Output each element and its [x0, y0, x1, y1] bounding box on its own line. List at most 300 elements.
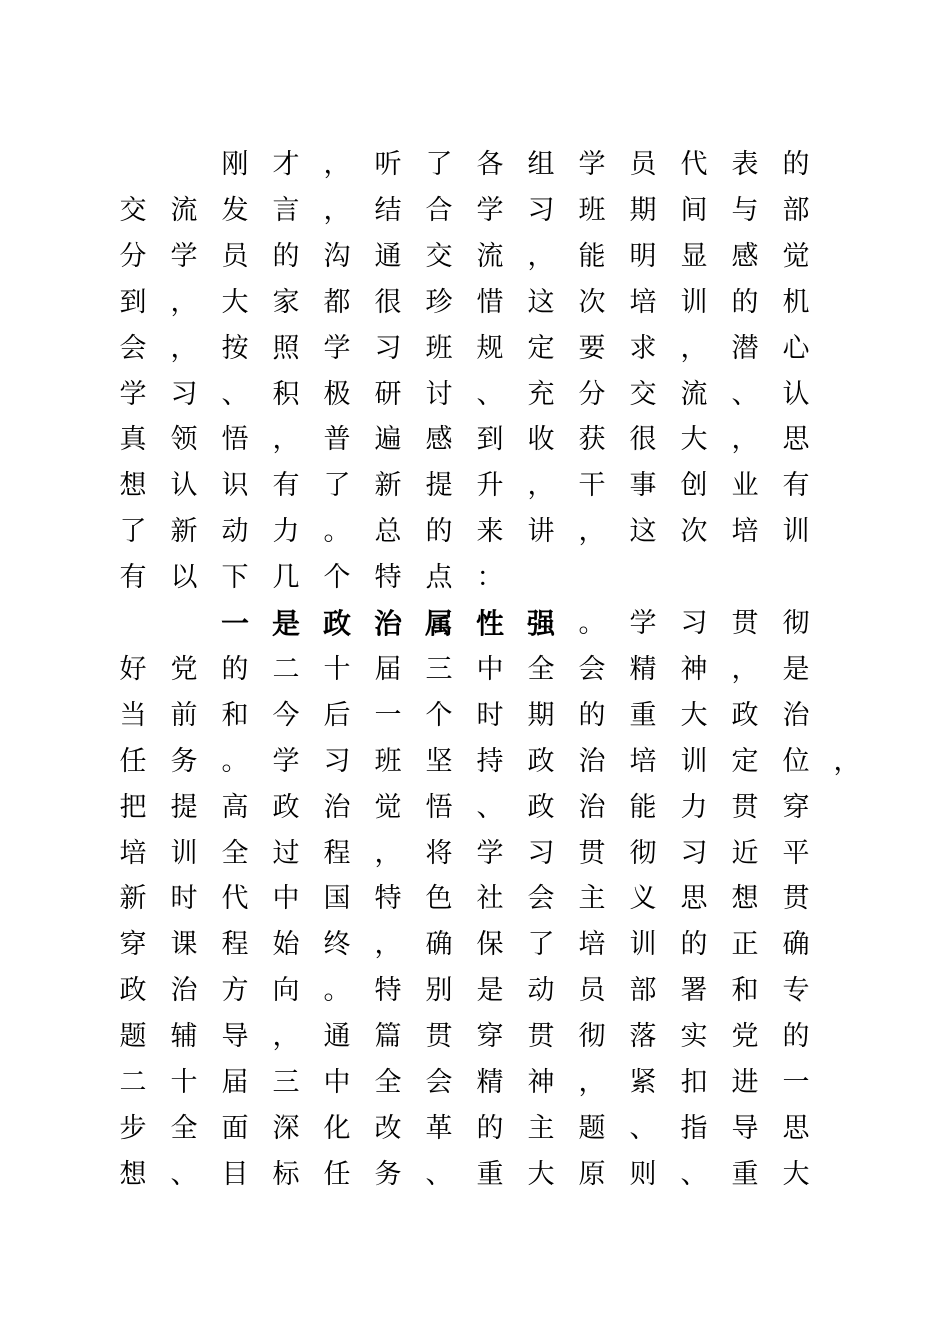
- text-char: 能: [629, 791, 657, 823]
- text-char: 和: [221, 699, 249, 731]
- text-char: 提: [170, 791, 198, 823]
- text-char: 员: [221, 240, 249, 272]
- text-char: 大: [680, 424, 708, 456]
- text-char: 讨: [425, 378, 453, 410]
- text-char: 二: [272, 653, 300, 685]
- text-line: [0, 555, 950, 601]
- text-char: 想: [731, 883, 759, 915]
- text-char: 主: [527, 1112, 555, 1144]
- text-char: 任: [119, 745, 147, 777]
- text-char: 党: [731, 1021, 759, 1053]
- text-char: 二: [119, 1067, 147, 1098]
- text-char: 力: [680, 791, 708, 823]
- text-char: 分: [578, 378, 606, 410]
- text-char: 务: [170, 745, 198, 777]
- text-char: 的: [578, 699, 606, 731]
- text-char: 潜: [731, 332, 759, 364]
- text-char: ，: [731, 653, 759, 685]
- text-char: 贯: [782, 883, 810, 915]
- text-line: [0, 876, 950, 922]
- text-line: [0, 693, 950, 739]
- text-char: 当: [119, 699, 147, 731]
- text-char: 标: [272, 1158, 300, 1190]
- text-char: 交: [425, 240, 453, 272]
- text-char: 动: [221, 516, 249, 548]
- text-char: 学: [323, 332, 351, 364]
- text-char: 辅: [170, 1021, 198, 1053]
- text-char: 规: [476, 332, 504, 364]
- text-char: 想: [119, 470, 147, 502]
- text-char: 、: [476, 378, 504, 410]
- text-char: 一: [220, 607, 249, 640]
- text-char: 表: [731, 149, 759, 180]
- text-char: 培: [119, 837, 147, 869]
- text-char: 充: [527, 378, 555, 410]
- text-char: 中: [476, 653, 504, 685]
- text-char: 会: [578, 653, 606, 685]
- text-char: 积: [272, 378, 300, 410]
- text-char: 间: [680, 194, 708, 226]
- text-char: 能: [578, 240, 606, 272]
- text-char: 交: [629, 378, 657, 410]
- text-char: 照: [272, 332, 300, 364]
- text-char: 习: [680, 837, 708, 869]
- text-char: 了: [425, 149, 453, 180]
- text-char: 治: [578, 791, 606, 823]
- text-char: 色: [425, 883, 453, 915]
- text-char: 觉: [374, 791, 402, 823]
- text-char: 导: [731, 1112, 759, 1144]
- text-char: 任: [323, 1158, 351, 1190]
- text-char: 位: [782, 745, 810, 777]
- text-char: 交: [119, 194, 147, 226]
- text-char: 认: [782, 378, 810, 410]
- text-line: [0, 326, 950, 372]
- text-char: 显: [680, 240, 708, 272]
- text-char: 部: [782, 194, 810, 226]
- text-line: [0, 372, 950, 418]
- text-char: 学: [170, 240, 198, 272]
- text-char: 惜: [476, 286, 504, 318]
- text-char: 部: [629, 975, 657, 1007]
- text-char: 创: [680, 470, 708, 502]
- text-char: 觉: [782, 240, 810, 272]
- text-char: 贯: [578, 837, 606, 869]
- text-char: 彻: [629, 837, 657, 869]
- text-char: 大: [680, 699, 708, 731]
- text-char: ，: [578, 516, 606, 548]
- text-char: 、: [629, 1112, 657, 1144]
- text-line: [0, 188, 950, 234]
- text-char: 全: [527, 653, 555, 685]
- text-char: 的: [476, 1112, 504, 1144]
- text-char: 属: [424, 607, 453, 640]
- text-char: 次: [680, 516, 708, 548]
- text-char: 很: [629, 424, 657, 456]
- text-char: 获: [578, 424, 606, 456]
- text-char: 方: [221, 975, 249, 1007]
- text-char: 进: [731, 1067, 759, 1098]
- text-char: 主: [578, 883, 606, 915]
- text-char: 好: [119, 653, 147, 685]
- text-char: 训: [680, 286, 708, 318]
- text-char: 题: [119, 1021, 147, 1053]
- text-char: 届: [374, 653, 402, 685]
- text-line: [0, 234, 950, 280]
- text-char: 识: [221, 470, 249, 502]
- text-char: 化: [323, 1112, 351, 1144]
- text-char: 治: [782, 699, 810, 731]
- text-char: 是: [782, 653, 810, 685]
- text-char: 定: [527, 332, 555, 364]
- text-char: 中: [323, 1067, 351, 1098]
- text-char: 这: [527, 286, 555, 318]
- text-char: 、: [425, 1158, 453, 1190]
- text-char: 训: [629, 929, 657, 961]
- text-char: 署: [680, 975, 708, 1007]
- text-char: 题: [578, 1112, 606, 1144]
- text-char: 流: [170, 194, 198, 226]
- text-char: 、: [221, 378, 249, 410]
- text-char: 坚: [425, 745, 453, 777]
- text-char: 班: [374, 745, 402, 777]
- text-char: 定: [731, 745, 759, 777]
- text-char: 治: [323, 791, 351, 823]
- text-line: [0, 1014, 950, 1060]
- text-char: 别: [425, 975, 453, 1007]
- text-char: 穿: [782, 791, 810, 823]
- text-char: 重: [476, 1158, 504, 1190]
- text-char: 感: [731, 240, 759, 272]
- text-char: 期: [527, 699, 555, 731]
- text-char: 步: [119, 1112, 147, 1144]
- text-char: 、: [731, 378, 759, 410]
- text-char: 事: [629, 470, 657, 502]
- text-char: 习: [374, 332, 402, 364]
- text-char: 点: [425, 562, 453, 594]
- text-char: 要: [578, 332, 606, 364]
- text-char: 了: [119, 516, 147, 548]
- text-char: 习: [527, 194, 555, 226]
- text-char: 流: [476, 240, 504, 272]
- text-char: 三: [425, 653, 453, 685]
- text-char: 革: [425, 1112, 453, 1144]
- text-char: 和: [731, 975, 759, 1007]
- text-char: ，: [578, 1067, 606, 1098]
- text-char: 言: [272, 194, 300, 226]
- text-char: 特: [374, 562, 402, 594]
- text-char: 训: [170, 837, 198, 869]
- text-char: 篇: [374, 1021, 402, 1053]
- text-char: 思: [680, 883, 708, 915]
- text-char: 面: [221, 1112, 249, 1144]
- text-line: [0, 785, 950, 831]
- text-char: 紧: [629, 1067, 657, 1098]
- text-char: 下: [221, 562, 249, 594]
- text-char: 新: [119, 883, 147, 915]
- text-char: 机: [782, 286, 810, 318]
- text-char: 习: [680, 608, 708, 639]
- text-char: 很: [374, 286, 402, 318]
- text-char: 研: [374, 378, 402, 410]
- text-char: 全: [374, 1067, 402, 1098]
- text-char: 代: [221, 883, 249, 915]
- text-line: [0, 601, 950, 647]
- text-char: 珍: [425, 286, 453, 318]
- text-char: 动: [527, 975, 555, 1007]
- text-char: 。: [323, 516, 351, 548]
- text-char: 新: [170, 516, 198, 548]
- text-char: 彻: [782, 608, 810, 639]
- text-char: 的: [731, 286, 759, 318]
- text-char: 按: [221, 332, 249, 364]
- text-char: 原: [578, 1158, 606, 1190]
- text-char: 持: [476, 745, 504, 777]
- text-char: 务: [374, 1158, 402, 1190]
- text-char: 贯: [425, 1021, 453, 1053]
- text-char: 时: [170, 883, 198, 915]
- text-char: 强: [526, 607, 555, 640]
- text-char: 到: [476, 424, 504, 456]
- text-char: 重: [731, 1158, 759, 1190]
- text-char: 的: [782, 1021, 810, 1053]
- text-char: 提: [425, 470, 453, 502]
- text-char: 分: [119, 240, 147, 272]
- text-char: 平: [782, 837, 810, 869]
- text-char: 始: [272, 929, 300, 961]
- text-char: 治: [373, 607, 402, 640]
- text-char: 政: [272, 791, 300, 823]
- text-char: 神: [527, 1067, 555, 1098]
- text-char: 程: [221, 929, 249, 961]
- text-char: 性: [475, 607, 504, 640]
- text-char: 了: [527, 929, 555, 961]
- text-char: 个: [323, 562, 351, 594]
- text-char: 一: [782, 1067, 810, 1098]
- text-char: 程: [323, 837, 351, 869]
- text-char: 学: [476, 194, 504, 226]
- text-char: 业: [731, 470, 759, 502]
- text-char: ，: [170, 286, 198, 318]
- text-char: ，: [170, 332, 198, 364]
- text-char: 新: [374, 470, 402, 502]
- text-char: 政: [119, 975, 147, 1007]
- text-char: 普: [323, 424, 351, 456]
- text-char: 专: [782, 975, 810, 1007]
- text-char: 时: [476, 699, 504, 731]
- text-char: 讲: [527, 516, 555, 548]
- text-char: 与: [731, 194, 759, 226]
- text-char: 家: [272, 286, 300, 318]
- text-char: 总: [374, 516, 402, 548]
- text-char: 培: [629, 286, 657, 318]
- text-char: 求: [629, 332, 657, 364]
- text-char: 。: [221, 745, 249, 777]
- text-char: 政: [527, 791, 555, 823]
- text-char: 三: [272, 1067, 300, 1098]
- text-char: 的: [680, 929, 708, 961]
- text-char: ，: [833, 745, 861, 777]
- text-line: [0, 647, 950, 693]
- text-char: 班: [425, 332, 453, 364]
- text-char: 导: [221, 1021, 249, 1053]
- text-char: 的: [272, 240, 300, 272]
- text-char: 感: [425, 424, 453, 456]
- text-char: 的: [782, 149, 810, 180]
- text-char: 会: [119, 332, 147, 364]
- text-char: 特: [374, 883, 402, 915]
- text-char: 学: [578, 149, 606, 180]
- text-char: ，: [272, 1021, 300, 1053]
- text-char: 明: [629, 240, 657, 272]
- text-char: 都: [323, 286, 351, 318]
- text-char: 国: [323, 883, 351, 915]
- text-line: [0, 739, 950, 785]
- text-line: [0, 509, 950, 555]
- text-char: 班: [578, 194, 606, 226]
- text-line: [0, 280, 950, 326]
- text-char: 这: [629, 516, 657, 548]
- text-char: 后: [323, 699, 351, 731]
- text-char: 几: [272, 562, 300, 594]
- text-char: 政: [731, 699, 759, 731]
- text-char: 中: [272, 883, 300, 915]
- text-char: 通: [374, 240, 402, 272]
- text-char: 穿: [119, 929, 147, 961]
- text-char: 十: [323, 653, 351, 685]
- text-char: 培: [731, 516, 759, 548]
- text-char: 改: [374, 1112, 402, 1144]
- text-line: [0, 1152, 950, 1198]
- text-char: 、: [170, 1158, 198, 1190]
- text-char: ，: [374, 837, 402, 869]
- text-char: 十: [170, 1067, 198, 1098]
- text-char: 特: [374, 975, 402, 1007]
- text-char: 向: [272, 975, 300, 1007]
- text-line: [0, 417, 950, 463]
- text-char: 届: [221, 1067, 249, 1098]
- text-char: ，: [731, 424, 759, 456]
- text-char: ，: [272, 424, 300, 456]
- text-char: ，: [323, 149, 351, 180]
- text-line: [0, 463, 950, 509]
- text-char: 流: [680, 378, 708, 410]
- text-line: [0, 1106, 950, 1152]
- text-char: 听: [374, 149, 402, 180]
- text-char: 会: [425, 1067, 453, 1098]
- text-char: 真: [119, 424, 147, 456]
- text-char: 治: [578, 745, 606, 777]
- text-char: 到: [119, 286, 147, 318]
- text-char: 指: [680, 1112, 708, 1144]
- text-char: 训: [680, 745, 708, 777]
- text-char: 近: [731, 837, 759, 869]
- text-char: 政: [527, 745, 555, 777]
- text-line: [0, 831, 950, 877]
- text-char: 、: [476, 791, 504, 823]
- text-char: 才: [272, 149, 300, 180]
- text-char: 组: [527, 149, 555, 180]
- text-char: 训: [782, 516, 810, 548]
- text-char: 沟: [323, 240, 351, 272]
- text-char: 次: [578, 286, 606, 318]
- text-char: 收: [527, 424, 555, 456]
- text-char: 深: [272, 1112, 300, 1144]
- text-char: ：: [476, 562, 504, 594]
- text-char: 各: [476, 149, 504, 180]
- text-char: 确: [425, 929, 453, 961]
- text-char: 是: [271, 607, 300, 640]
- text-char: 悟: [221, 424, 249, 456]
- text-char: 以: [170, 562, 198, 594]
- text-char: 神: [680, 653, 708, 685]
- text-char: ，: [527, 470, 555, 502]
- text-char: 了: [323, 470, 351, 502]
- text-line: [0, 1060, 950, 1106]
- text-char: 有: [272, 470, 300, 502]
- text-char: 彻: [578, 1021, 606, 1053]
- text-char: 。: [323, 975, 351, 1007]
- text-char: 员: [629, 149, 657, 180]
- text-char: 学: [476, 837, 504, 869]
- text-char: 员: [578, 975, 606, 1007]
- text-char: 的: [221, 653, 249, 685]
- text-char: ，: [323, 194, 351, 226]
- text-char: 大: [221, 286, 249, 318]
- text-char: 思: [782, 1112, 810, 1144]
- text-char: 政: [322, 607, 351, 640]
- text-char: 习: [323, 745, 351, 777]
- text-char: 学: [629, 608, 657, 639]
- text-char: 课: [170, 929, 198, 961]
- text-char: 重: [629, 699, 657, 731]
- text-char: 保: [476, 929, 504, 961]
- text-char: 力: [272, 516, 300, 548]
- text-char: 大: [527, 1158, 555, 1190]
- text-char: ，: [374, 929, 402, 961]
- text-char: 穿: [476, 1021, 504, 1053]
- text-char: 合: [425, 194, 453, 226]
- text-char: 则: [629, 1158, 657, 1190]
- text-char: 遍: [374, 424, 402, 456]
- text-char: 社: [476, 883, 504, 915]
- text-char: 过: [272, 837, 300, 869]
- text-char: 一: [374, 699, 402, 731]
- text-char: 想: [119, 1158, 147, 1190]
- text-line: [0, 968, 950, 1014]
- text-char: 实: [680, 1021, 708, 1053]
- text-char: 精: [629, 653, 657, 685]
- text-char: ，: [680, 332, 708, 364]
- text-char: 义: [629, 883, 657, 915]
- text-char: 落: [629, 1021, 657, 1053]
- text-char: 期: [629, 194, 657, 226]
- text-char: 学: [119, 378, 147, 410]
- text-line: [0, 922, 950, 968]
- text-char: 发: [221, 194, 249, 226]
- text-line: [0, 142, 950, 188]
- text-char: 把: [119, 791, 147, 823]
- text-char: 会: [527, 883, 555, 915]
- text-char: 悟: [425, 791, 453, 823]
- text-char: 正: [731, 929, 759, 961]
- text-char: 领: [170, 424, 198, 456]
- text-char: 全: [170, 1112, 198, 1144]
- text-char: 高: [221, 791, 249, 823]
- text-char: 来: [476, 516, 504, 548]
- text-char: 贯: [527, 1021, 555, 1053]
- text-char: 个: [425, 699, 453, 731]
